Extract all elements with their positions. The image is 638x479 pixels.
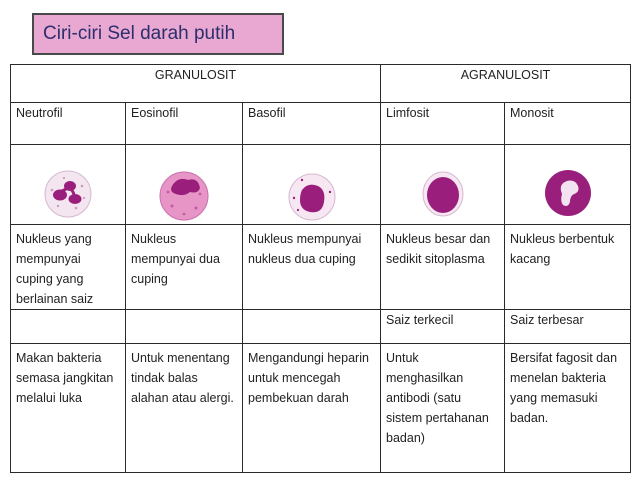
granulosit-header: GRANULOSIT: [11, 65, 381, 103]
neutrophil-cell-icon: [38, 164, 98, 224]
nucleus-description-row: [11, 225, 631, 310]
name-monosit: Monosit: [505, 103, 631, 145]
basophil-cell-icon: [282, 164, 342, 224]
func-neutrofil: Makan bakteria semasa jangkitan melalui luka: [11, 344, 126, 473]
size-neutrofil: [11, 310, 126, 344]
name-basofil: Basofil: [243, 103, 381, 145]
size-row: [11, 310, 631, 344]
size-eosinofil: [126, 310, 243, 344]
page-title: [32, 13, 284, 55]
desc-monosit: Nukleus berbentuk kacang: [505, 225, 631, 310]
white-blood-cell-table: [10, 64, 631, 473]
size-basofil: [243, 310, 381, 344]
desc-neutrofil: Nukleus yang mempunyai cuping yang berlainan saiz: [11, 225, 126, 310]
group-header-row: [11, 65, 631, 103]
desc-eosinofil: Nukleus mempunyai dua cuping: [126, 225, 243, 310]
desc-limfosit: Nukleus besar dan sedikit sitoplasma: [381, 225, 505, 310]
image-cell-limfosit: [381, 145, 505, 225]
cell-name-row: [11, 103, 631, 145]
image-cell-basofil: [243, 145, 381, 225]
agranulosit-header: AGRANULOSIT: [381, 65, 631, 103]
func-eosinofil: Untuk menentang tindak balas alahan atau alergi.: [126, 344, 243, 473]
cell-image-row: [11, 145, 631, 225]
image-cell-monosit: [505, 145, 631, 225]
lymphocyte-cell-icon: [413, 164, 473, 224]
func-monosit: Bersifat fagosit dan menelan bakteria yang memasuki badan.: [505, 344, 631, 473]
image-cell-neutrofil: [11, 145, 126, 225]
name-eosinofil: Eosinofil: [126, 103, 243, 145]
function-row: [11, 344, 631, 473]
func-basofil: Mengandungi heparin untuk mencegah pembekuan darah: [243, 344, 381, 473]
name-neutrofil: Neutrofil: [11, 103, 126, 145]
size-limfosit: Saiz terkecil: [381, 310, 505, 344]
monocyte-cell-icon: [538, 164, 598, 224]
func-limfosit: Untuk menghasilkan antibodi (satu sistem pertahanan badan): [381, 344, 505, 473]
size-monosit: Saiz terbesar: [505, 310, 631, 344]
page-title-text: Ciri-ciri Sel darah putih: [43, 23, 236, 44]
desc-basofil: Nukleus mempunyai nukleus dua cuping: [243, 225, 381, 310]
name-limfosit: Limfosit: [381, 103, 505, 145]
image-cell-eosinofil: [126, 145, 243, 225]
eosinophil-cell-icon: [154, 164, 214, 224]
